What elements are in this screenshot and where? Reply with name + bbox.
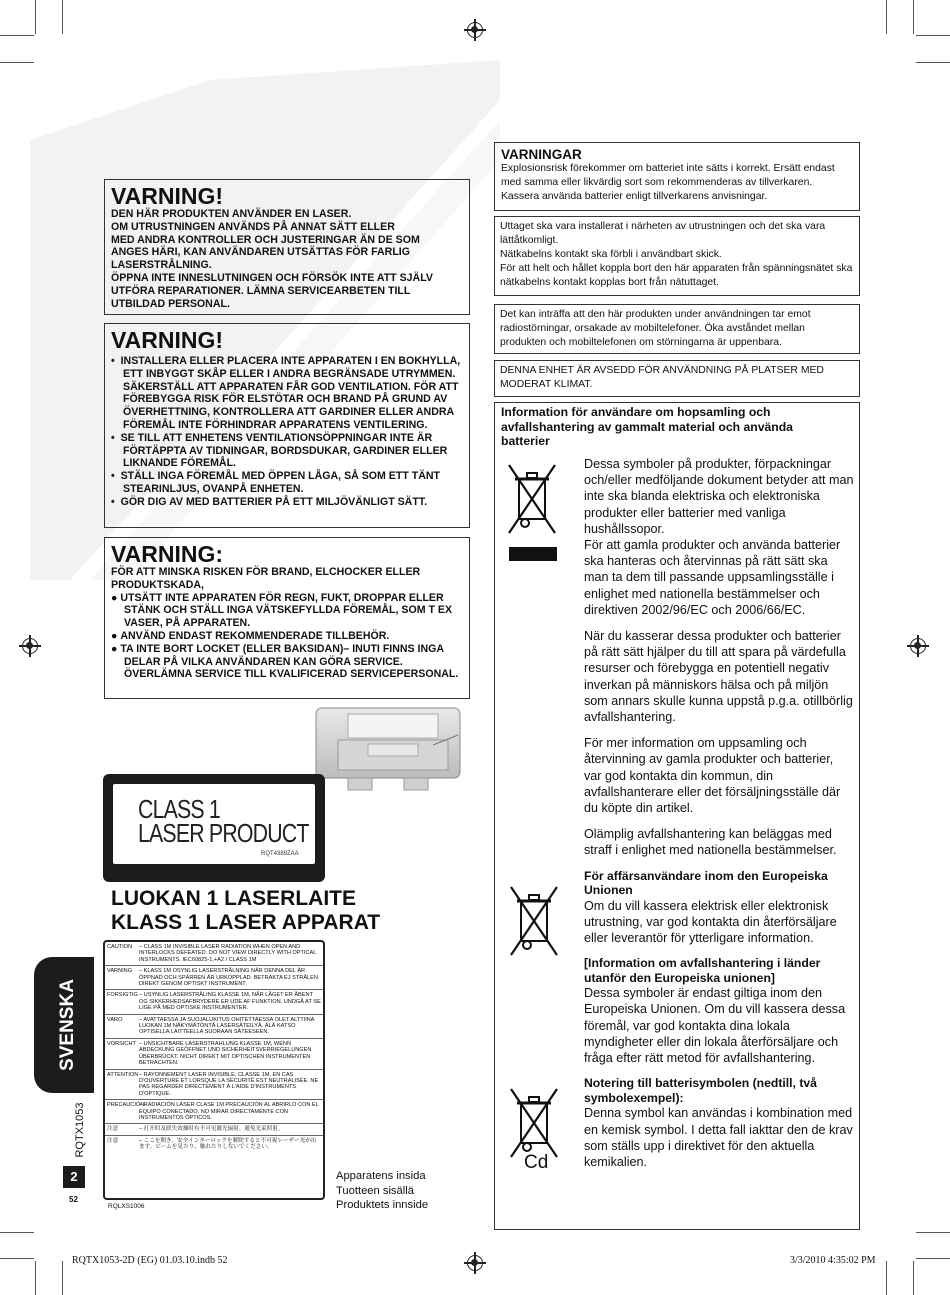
warning-line: UTBILDAD PERSONAL.	[111, 297, 230, 310]
climate-text: DENNA ENHET ÄR AVSEDD FÖR ANVÄNDNING PÅ PLATSER MED MODERAT KLIMAT.	[500, 365, 824, 390]
outlet-line: För att helt och hållet koppla bort den här apparaten från spänningsnätet ska nätkabelns kontakt kopplas bort från nätuttaget.	[500, 263, 853, 288]
label-row: VARO – AVATTAESSA JA SUOJALUKITUS OHITETTAESSA OLET ALTTIINA LUOKAN 1M NÄKYMÄTÖNTÄ LASERSÄTEILYÄ. ÄLÄ KATSO OPTISELLA LAITTEELLA SUORAAN SÄTEESEEN.	[105, 1015, 323, 1039]
warning-bullet: • GÖR DIG AV MED BATTERIER PÅ ETT MILJÖVÄNLIGT SÄTT.	[111, 495, 428, 508]
label-row: PRECAUCIÓN – RADIACIÓN LÁSER CLASE 1M PRECAUCIÓN AL ABRIRLO CON EL EQUIPO CONECTADO. NO MIRAR DIRECTAMENTE CON INSTRUMENTOS ÓPTICOS.	[105, 1100, 323, 1124]
page-number-small: 52	[69, 1195, 78, 1204]
warning-intro: FÖR ATT MINSKA RISKEN FÖR BRAND, ELCHOCKER ELLER PRODUKTSKADA,	[111, 566, 421, 591]
label-row: 注意 – 打开时及联失效操时有不可见激光辐射。避免光束照射。	[105, 1124, 323, 1135]
crop-mark	[886, 1261, 887, 1295]
laser-warning-box	[104, 179, 470, 315]
battery-symbol-text: Denna symbol kan användas i kombination med en kemisk symbol. I detta fall iakttar den de krav som ställs upp i direktivet för den aktuella kemikalien.	[584, 1106, 853, 1169]
label-row: CAUTION – CLASS 1M INVISIBLE LASER RADIATION WHEN OPEN AND INTERLOCKS DEFEATED. DO NOT VIEW DIRECTLY WITH OPTICAL INSTRUMENTS. IEC60825-1,+A2 / CLASS 1M	[105, 942, 323, 966]
battery-symbol-title: Notering till batterisymbolen (nedtill, två symbolexempel):	[584, 1076, 817, 1105]
crop-mark	[916, 1232, 950, 1233]
crop-mark	[0, 1258, 34, 1259]
battery-warning-box	[494, 142, 860, 211]
multilingual-laser-label	[103, 940, 325, 1200]
label-row: VORSICHT – UNSICHTBARE LASERSTRAHLUNG KLASSE 1M, WENN ABDECKUNG GEÖFFNET UND SICHERHEITSVERRIEGELUNGEN ÜBERBRÜCKT. NICHT DIREKT MIT OPTISCHEN INSTRUMENTEN BETRACHTEN.	[105, 1039, 323, 1070]
crossed-bin-icon	[509, 881, 559, 963]
warning-bullet: • INSTALLERA ELLER PLACERA INTE APPARATEN I EN BOKHYLLA, ETT INBYGGT SKÅP ELLER I ANDRA BEGRÄNSADE UTRYMMEN. SÄKERSTÄLL ATT APPARATEN FÅR GOD VENTILATION. FÖR ATT FÖREBYGGA RISK FÖR ELSTÖTAR OCH BRAND PÅ GRUND AV ÖVERHETTNING, KONTROLLERA ATT GARDINER ELLER ANDRA FÖREMÅL INTE FÖRHINDRAR APPARATENS VENTILERING.	[111, 355, 461, 431]
radio-text: Det kan inträffa att den här produkten under användningen tar emot radiostörningar, orsakade av mobiltelefoner. Öka avståndet mellan produkten och mobiltelefonen om störningarna är uppenbara.	[500, 309, 811, 348]
registration-mark-icon	[22, 638, 38, 654]
doc-code: RQTX1053	[74, 1102, 86, 1158]
outlet-line: Nätkabelns kontakt ska förbli i användbart skick.	[500, 249, 722, 260]
registration-mark-icon	[467, 22, 483, 38]
fire-warning-box	[104, 537, 470, 699]
apparatus-caption	[336, 1169, 428, 1213]
cadmium-symbol: Cd	[524, 1152, 549, 1173]
outlet-info-box	[494, 216, 860, 296]
page-number: 2	[63, 1166, 85, 1188]
crop-mark	[913, 0, 914, 34]
warning-line: DEN HÄR PRODUKTEN ANVÄNDER EN LASER.	[111, 208, 352, 220]
disposal-title: Information för användare om hopsamling och avfallshantering av gammalt material och använda batterier	[501, 405, 793, 448]
footer-file: RQTX1053-2D (EG) 01.03.10.indb 52	[72, 1255, 228, 1266]
outside-eu-text: Dessa symboler är endast giltiga inom den Europeiska Unionen. Om du vill kassera dessa föremål, var god kontakta dina lokala myndigheter eller din lokala återförsäljare och fråga efter rätt metod för avfallshantering.	[584, 986, 846, 1066]
crop-mark	[62, 1261, 63, 1295]
heading-line2: KLASS 1 LASER APPARAT	[111, 911, 381, 934]
warning-title: VARNING!	[111, 327, 224, 353]
warning-line: UTFÖRA REPARATIONER. LÄMNA SERVICEARBETEN TILL	[111, 284, 411, 297]
crop-mark	[916, 35, 950, 36]
laser-class-line1: CLASS 1	[138, 794, 220, 824]
language-tab	[34, 957, 94, 1093]
crop-mark	[35, 1261, 36, 1295]
caption-line: Tuotteen sisällä	[336, 1184, 414, 1197]
crop-mark	[35, 0, 36, 34]
outlet-line: Uttaget ska vara installerat i närheten av utrustningen och det ska vara lättåtkomligt.	[500, 221, 826, 246]
registration-mark-icon	[910, 638, 926, 654]
caption-line: Apparatens insida	[336, 1170, 426, 1182]
label-row: FORSIGTIG – USYNLIG LASERSTRÅLING KLASSE 1M, NÅR LÅGET ER ÅBENT OG SIKKERHEDSAFBRYDERE ER UDE AF FUNKTION. UNDGÅ AT SE LIGE PÅ MED OPTISKE INSTRUMENTER.	[105, 990, 323, 1014]
label-code: RQT4389ZAA	[261, 851, 299, 857]
outside-eu-title: [Information om avfallshantering i länder utanför den Europeiska unionen]	[584, 956, 821, 985]
crop-mark	[62, 0, 63, 34]
footer-date: 3/3/2010 4:35:02 PM	[790, 1255, 876, 1266]
crop-mark	[0, 62, 34, 63]
battery-warning-title: VARNINGAR	[501, 147, 582, 162]
warning-bullet: • SE TILL ATT ENHETENS VENTILATIONSÖPPNINGAR INTE ÄR FÖRTÄPPTA AV TIDNINGAR, BORDSDUKAR, GARDINER ELLER LIKNANDE FÖREMÅL.	[111, 431, 448, 470]
battery-warning-text: Explosionsrisk förekommer om batteriet inte sätts i korrekt. Ersätt endast med samma eller likvärdig sort som rekommenderas av tillverkaren. Kassera använda batterier enligt tillverkarens anvisningar.	[501, 163, 835, 202]
warning-bullet: • STÄLL INGA FÖREMÅL MED ÖPPEN LÅGA, SÅ SOM ETT TÄNT STEARINLJUS, OVANPÅ ENHETEN.	[111, 470, 440, 495]
business-title: För affärsanvändare inom den Europeiska Unionen	[584, 868, 828, 898]
warning-line: ANGES HÄRI, KAN ANVÄNDAREN UTSÄTTAS FÖR FARLIG	[111, 246, 410, 259]
registration-mark-icon	[467, 1255, 483, 1271]
warning-title: VARNING!	[111, 183, 224, 209]
warning-bullet: ● UTSÄTT INTE APPARATEN FÖR REGN, FUKT, DROPPAR ELLER STÄNK OCH STÄLL INGA VÄTSKEFYLLDA FÖREMÅL, SOM T EX VASER, PÅ APPARATEN.	[111, 591, 453, 630]
label-row: ATTENTION – RAYONNEMENT LASER INVISIBLE, CLASSE 1M, EN CAS D'OUVERTURE ET LORSQUE LA SÉCURITÉ EST NEUTRALISÉE. NE PAS REGARDER DIRECTEMENT À L'AIDE D'INSTRUMENTS D'OPTIQUE.	[105, 1070, 323, 1101]
label-row: 注意 – ここを開き、安全インターロックを解除すると不可視レーザー光が出ます。ビームを見たり、触れたりしないでください。	[107, 1137, 317, 1151]
disposal-body	[584, 456, 854, 1180]
warning-line: MED ANDRA KONTROLLER OCH JUSTERINGAR ÄN DE SOM	[111, 233, 420, 246]
caption-line: Produktets innside	[336, 1199, 429, 1212]
climate-box	[494, 360, 860, 397]
warning-line: ÖPPNA INTE INNESLUTNINGEN OCH FÖRSÖK INTE ATT SJÄLV	[111, 271, 433, 284]
disposal-paragraph: För mer information om uppsamling och återvinning av gamla produkter och batterier, var god kontakta din kommun, din avfallshanterare eller det försäljningsställe där du köpte din artikel.	[584, 736, 841, 816]
label-row: VARNING – KLASS 1M OSYNLIG LASERSTRÅLNING NÄR DENNA DEL ÄR ÖPPNAD OCH SPÄRREN ÄR URKOPPLAD. BETRAKTA EJ STRÅLEN DIREKT GENOM OPTISKT INSTRUMENT	[105, 966, 323, 990]
crop-mark	[913, 1261, 914, 1295]
radio-interference-box	[494, 304, 860, 354]
crop-mark	[0, 1232, 34, 1233]
disposal-paragraph: Dessa symboler på produkter, förpackningar och/eller medföljande dokument betyder att man inte ska blanda elektriska och elektroniska produkter eller batterier med vanliga hushållssopor.	[584, 457, 854, 536]
warning-title: VARNING:	[111, 541, 224, 567]
disposal-paragraph: För att gamla produkter och använda batterier ska hanteras och återvinnas på rätt sätt ska man ta dem till passande uppsamlingsställe i enlighet med nationella bestämmelser och direktiven 2002/96/EC och 2006/66/EC.	[584, 538, 841, 617]
crop-mark	[916, 62, 950, 63]
crossed-bin-icon	[507, 459, 557, 569]
disposal-paragraph: Olämplig avfallshantering kan beläggas med straff i enlighet med nationella bestämmelser.	[584, 827, 837, 858]
warning-bullet: ● TA INTE BORT LOCKET (ELLER BAKSIDAN)– INUTI FINNS INGA DELAR PÅ VILKA ANVÄNDAREN KAN GÖRA SERVICE. ÖVERLÄMNA SERVICE TILL KVALIFICERAD SERVICEPERSONAL.	[111, 642, 459, 681]
crop-mark	[0, 35, 34, 36]
warning-line: OM UTRUSTNINGEN ANVÄNDS PÅ ANNAT SÄTT ELLER	[111, 220, 395, 233]
laser-class-heading	[111, 887, 380, 935]
disposal-info-box	[494, 402, 860, 1230]
disposal-paragraph: När du kasserar dessa produkter och batterier på rätt sätt hjälper du till att spara på värdefulla resurser och förebygga en potentiell negativ inverkan på människors hälsa och på miljön som annars skulle kunna uppstå p.g.a. otillbörlig avfallshantering.	[584, 629, 853, 725]
heading-line1: LUOKAN 1 LASERLAITE	[111, 887, 357, 910]
installation-warning-box	[104, 323, 470, 528]
warning-line: LASERSTRÅLNING.	[111, 259, 212, 272]
business-text: Om du vill kassera elektrisk eller elektronisk utrustning, var god kontakta din återförsäljare eller leverantör för ytterligare information.	[584, 898, 837, 946]
crop-mark	[886, 0, 887, 34]
label-code: RQLXS1006	[108, 1203, 145, 1210]
laser-class-line2: LASER PRODUCT	[138, 818, 309, 848]
laser-class-label	[103, 774, 325, 882]
device-illustration	[308, 700, 468, 800]
warning-bullet: ● ANVÄND ENDAST REKOMMENDERADE TILLBEHÖR.	[111, 629, 390, 642]
language-label: SVENSKA	[57, 979, 78, 1071]
crop-mark	[916, 1258, 950, 1259]
